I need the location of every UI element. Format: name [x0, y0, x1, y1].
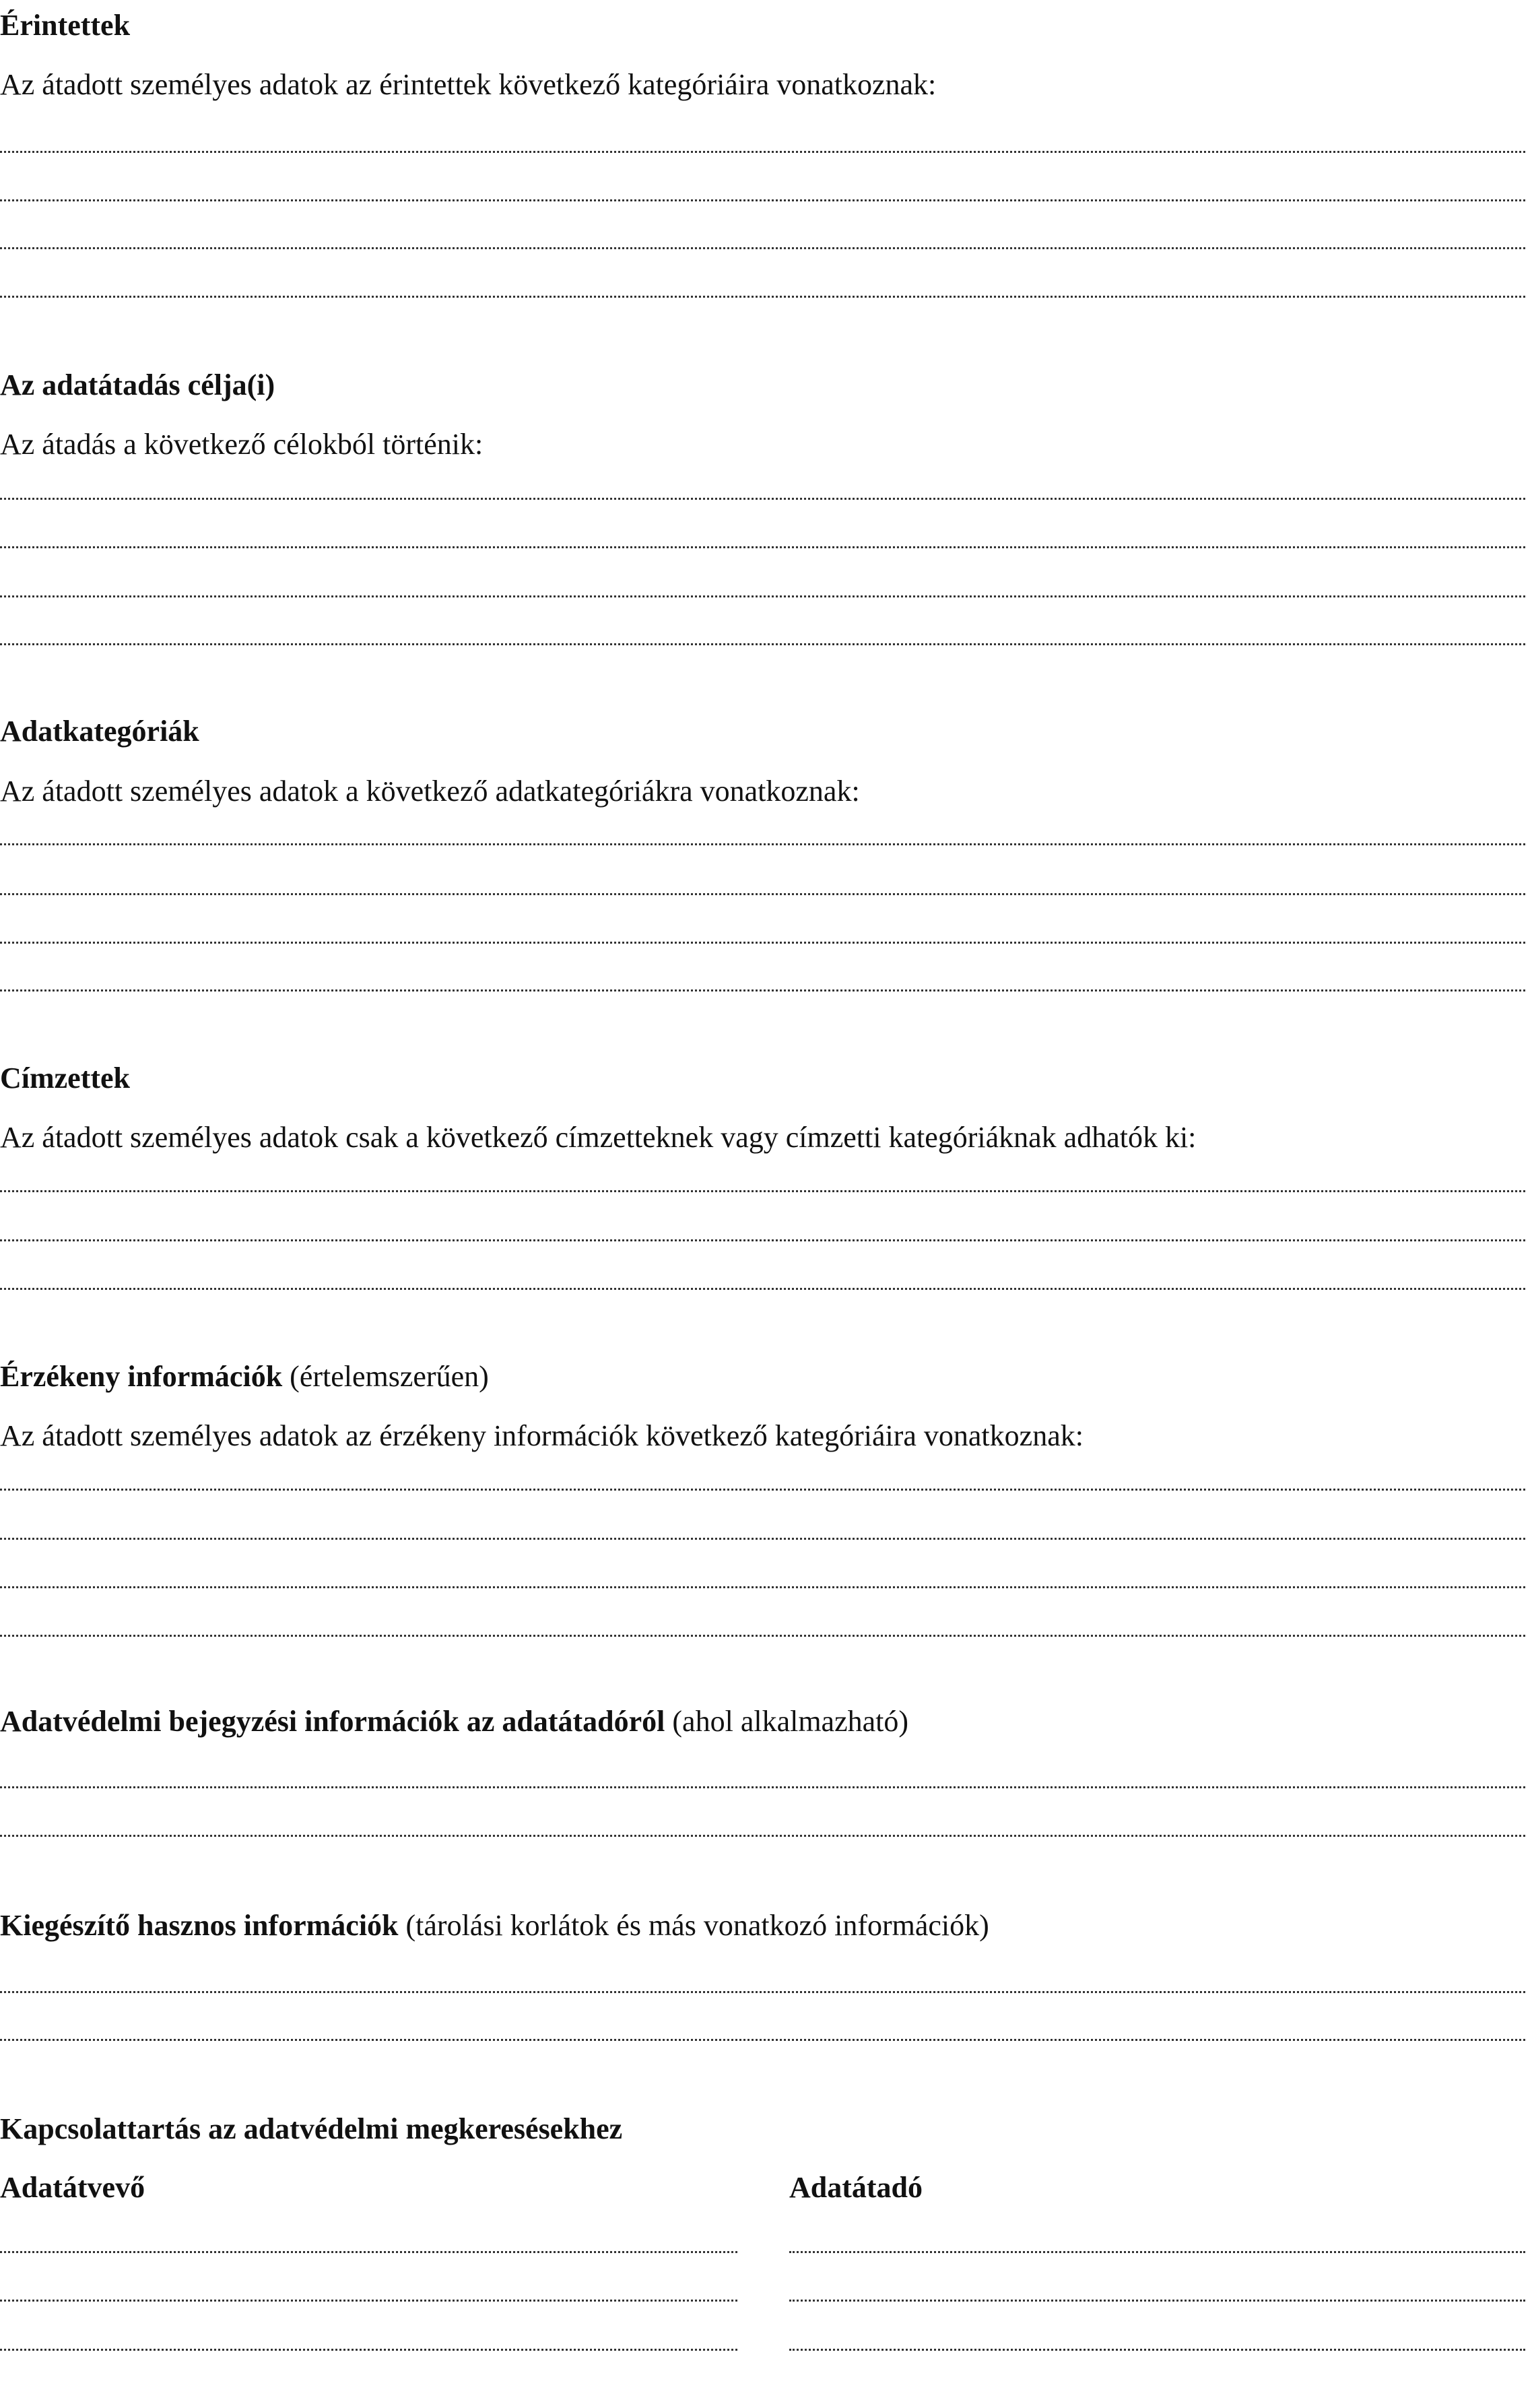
- section-intro-purposes: Az átadás a következő célokból történik:: [0, 428, 484, 461]
- section-title-sensitive: [0, 1358, 489, 1396]
- section-title-registration: [0, 1703, 908, 1740]
- section-intro-data-subjects: Az átadott személyes adatok az érintettek következő kategóriáira vonatkoznak:: [0, 68, 937, 101]
- fill-in-line[interactable]: [0, 1635, 1525, 1637]
- section-title-additional: [0, 1907, 989, 1945]
- section-note-sensitive: (értelemszerűen): [290, 1360, 489, 1393]
- section-note-additional: (tárolási korlátok és más vonatkozó információk): [405, 1909, 989, 1942]
- fill-in-line[interactable]: [0, 942, 1525, 944]
- fill-in-line[interactable]: [0, 643, 1525, 645]
- fill-in-line[interactable]: [0, 989, 1525, 991]
- fill-in-line[interactable]: [0, 1835, 1525, 1837]
- contact-exporter-label: Adatátadó: [789, 2171, 923, 2204]
- importer-fill-in-line[interactable]: [0, 2300, 737, 2302]
- section-title-data-categories: Adatkategóriák: [0, 715, 199, 748]
- exporter-fill-in-line[interactable]: [789, 2349, 1525, 2351]
- fill-in-line[interactable]: [0, 1190, 1525, 1192]
- exporter-fill-in-line[interactable]: [789, 2300, 1525, 2302]
- fill-in-line[interactable]: [0, 595, 1525, 597]
- fill-in-line[interactable]: [0, 247, 1525, 249]
- fill-in-line[interactable]: [0, 2039, 1525, 2041]
- fill-in-line[interactable]: [0, 1489, 1525, 1491]
- fill-in-line[interactable]: [0, 843, 1525, 845]
- exporter-fill-in-line[interactable]: [789, 2251, 1525, 2253]
- importer-fill-in-line[interactable]: [0, 2349, 737, 2351]
- section-intro-data-categories: Az átadott személyes adatok a következő adatkategóriákra vonatkoznak:: [0, 775, 860, 808]
- fill-in-line[interactable]: [0, 546, 1525, 548]
- section-title-contact: Kapcsolattartás az adatvédelmi megkeresésekhez: [0, 2112, 623, 2145]
- section-title-recipients: Címzettek: [0, 1062, 131, 1095]
- fill-in-line[interactable]: [0, 1538, 1525, 1540]
- section-title-additional-text: Kiegészítő hasznos információk: [0, 1909, 399, 1942]
- fill-in-line[interactable]: [0, 1288, 1525, 1290]
- fill-in-line[interactable]: [0, 199, 1525, 201]
- section-title-purposes: Az adatátadás célja(i): [0, 368, 275, 401]
- fill-in-line[interactable]: [0, 296, 1525, 298]
- fill-in-line[interactable]: [0, 1586, 1525, 1588]
- section-note-registration: (ahol alkalmazható): [672, 1705, 909, 1738]
- section-title-registration-text: Adatvédelmi bejegyzési információk az adatátadóról: [0, 1705, 665, 1738]
- fill-in-line[interactable]: [0, 151, 1525, 153]
- importer-fill-in-line[interactable]: [0, 2251, 737, 2253]
- section-intro-recipients: Az átadott személyes adatok csak a következő címzetteknek vagy címzetti kategóriáknak adhatók ki:: [0, 1121, 1197, 1154]
- fill-in-line[interactable]: [0, 1786, 1525, 1788]
- fill-in-line[interactable]: [0, 1239, 1525, 1241]
- contact-importer-label: Adatátvevő: [0, 2171, 145, 2204]
- fill-in-line[interactable]: [0, 1991, 1525, 1993]
- section-intro-sensitive: Az átadott személyes adatok az érzékeny információk következő kategóriáira vonatkoznak:: [0, 1419, 1084, 1452]
- section-title-data-subjects: Érintettek: [0, 9, 131, 42]
- section-title-sensitive-text: Érzékeny információk: [0, 1360, 283, 1393]
- fill-in-line[interactable]: [0, 498, 1525, 500]
- fill-in-line[interactable]: [0, 893, 1525, 895]
